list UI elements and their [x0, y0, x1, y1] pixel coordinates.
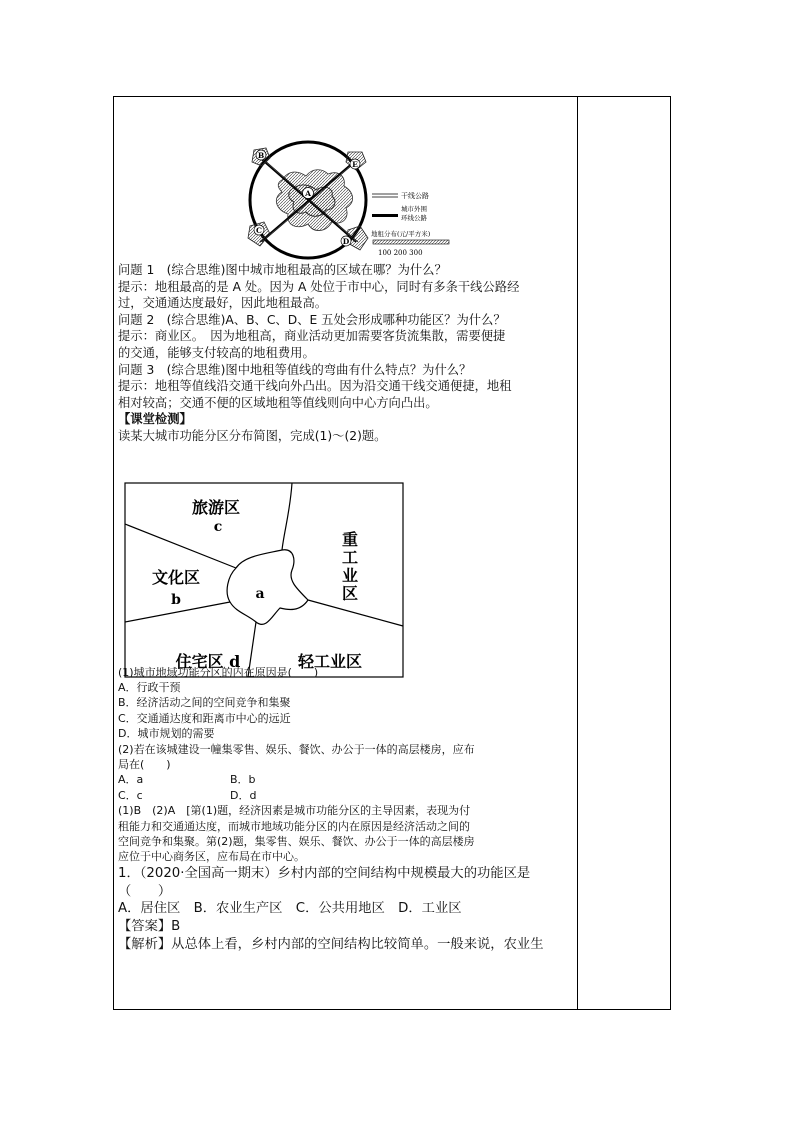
- question-2-hint-line1: 提示：商业区。 因为地租高，商业活动更加需要客货流集散，需要便捷: [118, 329, 506, 344]
- question-1-hint-line2: 过，交通通达度最好，因此地租最高。: [118, 296, 328, 311]
- explanation-line2: 租能力和交通通达度，而城市地域功能分区的内在原因是经济活动之间的: [118, 819, 470, 833]
- zone-label-c: C: [256, 226, 262, 235]
- q2-option-b: B．b: [230, 773, 256, 787]
- zone-heavy-1: 重: [341, 530, 359, 549]
- zone-tourism-letter: c: [213, 519, 223, 535]
- zone-residential: 住宅区 d: [175, 652, 241, 671]
- q2-option-a: A．a: [118, 773, 144, 787]
- q2-options-row1: [118, 772, 573, 787]
- question-1-hint-line1: 提示：地租最高的是 A 处。因为 A 处位于市中心，同时有多条干线公路经: [118, 279, 520, 294]
- q3-stem-line1: 1．（2020·全国高一期末）乡村内部的空间结构中规模最大的功能区是: [118, 865, 531, 881]
- zone-heavy-4: 区: [341, 584, 359, 603]
- q3-stem-line2: （ ）: [118, 883, 172, 899]
- legend-trunk-road: 干线公路: [401, 192, 429, 200]
- q3-analysis: 【解析】从总体上看，乡村内部的空间结构比较简单。一般来说，农业生: [118, 937, 544, 952]
- zone-culture: 文化区: [151, 568, 201, 587]
- q1-option-a: A．行政干预: [118, 680, 181, 694]
- section-title: 【课堂检测】: [118, 412, 192, 427]
- question-1-prompt: 问题 1 (综合思维)图中城市地租最高的区域在哪？为什么？: [118, 263, 447, 277]
- explanation-line1: (1)B (2)A [第(1)题，经济因素是城市功能分区的主导因素，表现为付: [118, 804, 471, 818]
- zone-culture-letter: b: [171, 592, 181, 608]
- q2-option-c: C．c: [118, 788, 143, 802]
- zone-heavy-3: 业: [341, 566, 359, 585]
- legend-ring-road-1: 城市外围: [401, 205, 427, 213]
- q2-options-row2: [118, 788, 573, 803]
- explanation-line4: 应位于中心商务区，应布局在市中心。: [118, 850, 305, 864]
- question-3-hint-line1: 提示：地租等值线沿交通干线向外凸出。因为沿交通干线交通便捷，地租: [118, 379, 512, 394]
- legend-rent-title: 地租分布(元/平方米): [371, 230, 431, 238]
- question-3-prompt: 问题 3 (综合思维)图中地租等值线的弯曲有什么特点？为什么？: [118, 362, 472, 377]
- q2-stem-line1: (2)若在该城建设一幢集零售、娱乐、餐饮、办公于一体的高层楼房，应布: [118, 742, 475, 756]
- question-2-prompt: 问题 2 (综合思维)A、B、C、D、E 五处会形成哪种功能区？为什么？: [118, 312, 506, 327]
- q3-answer: 【答案】B: [118, 919, 181, 935]
- q1-option-c: C．交通通达度和距离市中心的远近: [118, 711, 291, 725]
- legend-ring-road-2: 环线公路: [401, 214, 427, 222]
- zone-center-letter: a: [255, 586, 265, 602]
- question-3-hint-line2: 相对较高；交通不便的区域地租等值线则向中心方向凸出。: [118, 395, 438, 410]
- exercise-intro: 读某大城市功能分区分布简图，完成(1)～(2)题。: [118, 428, 387, 443]
- column-divider: [577, 96, 578, 1010]
- zone-heavy-2: 工: [341, 548, 359, 567]
- question-2-hint-line2: 的交通，能够支付较高的地租费用。: [118, 345, 315, 360]
- zone-label-a: A: [305, 189, 311, 198]
- zone-label-d: D: [342, 237, 350, 246]
- q1-option-b: B．经济活动之间的空间竞争和集聚: [118, 696, 291, 710]
- q2-option-d: D．d: [230, 788, 257, 802]
- q1-stem: (1)城市地域功能分区的内在原因是( ): [118, 665, 319, 679]
- q2-stem-line2: 局在( ): [118, 757, 171, 771]
- page-content: [118, 100, 573, 954]
- zone-tourism: 旅游区: [191, 498, 241, 517]
- explanation-line3: 空间竞争和集聚。第(2)题，集零售、娱乐、餐饮、办公于一体的高层楼房: [118, 835, 475, 848]
- q3-options: A．居住区 B．农业生产区 C．公共用地区 D．工业区: [118, 901, 462, 917]
- zone-label-e: E: [352, 160, 358, 169]
- zone-light-industry: 轻工业区: [297, 652, 363, 671]
- q1-option-d: D．城市规划的需要: [118, 727, 215, 741]
- zone-label-b: B: [257, 151, 265, 160]
- legend-rent-scale: 100 200 300: [378, 249, 423, 257]
